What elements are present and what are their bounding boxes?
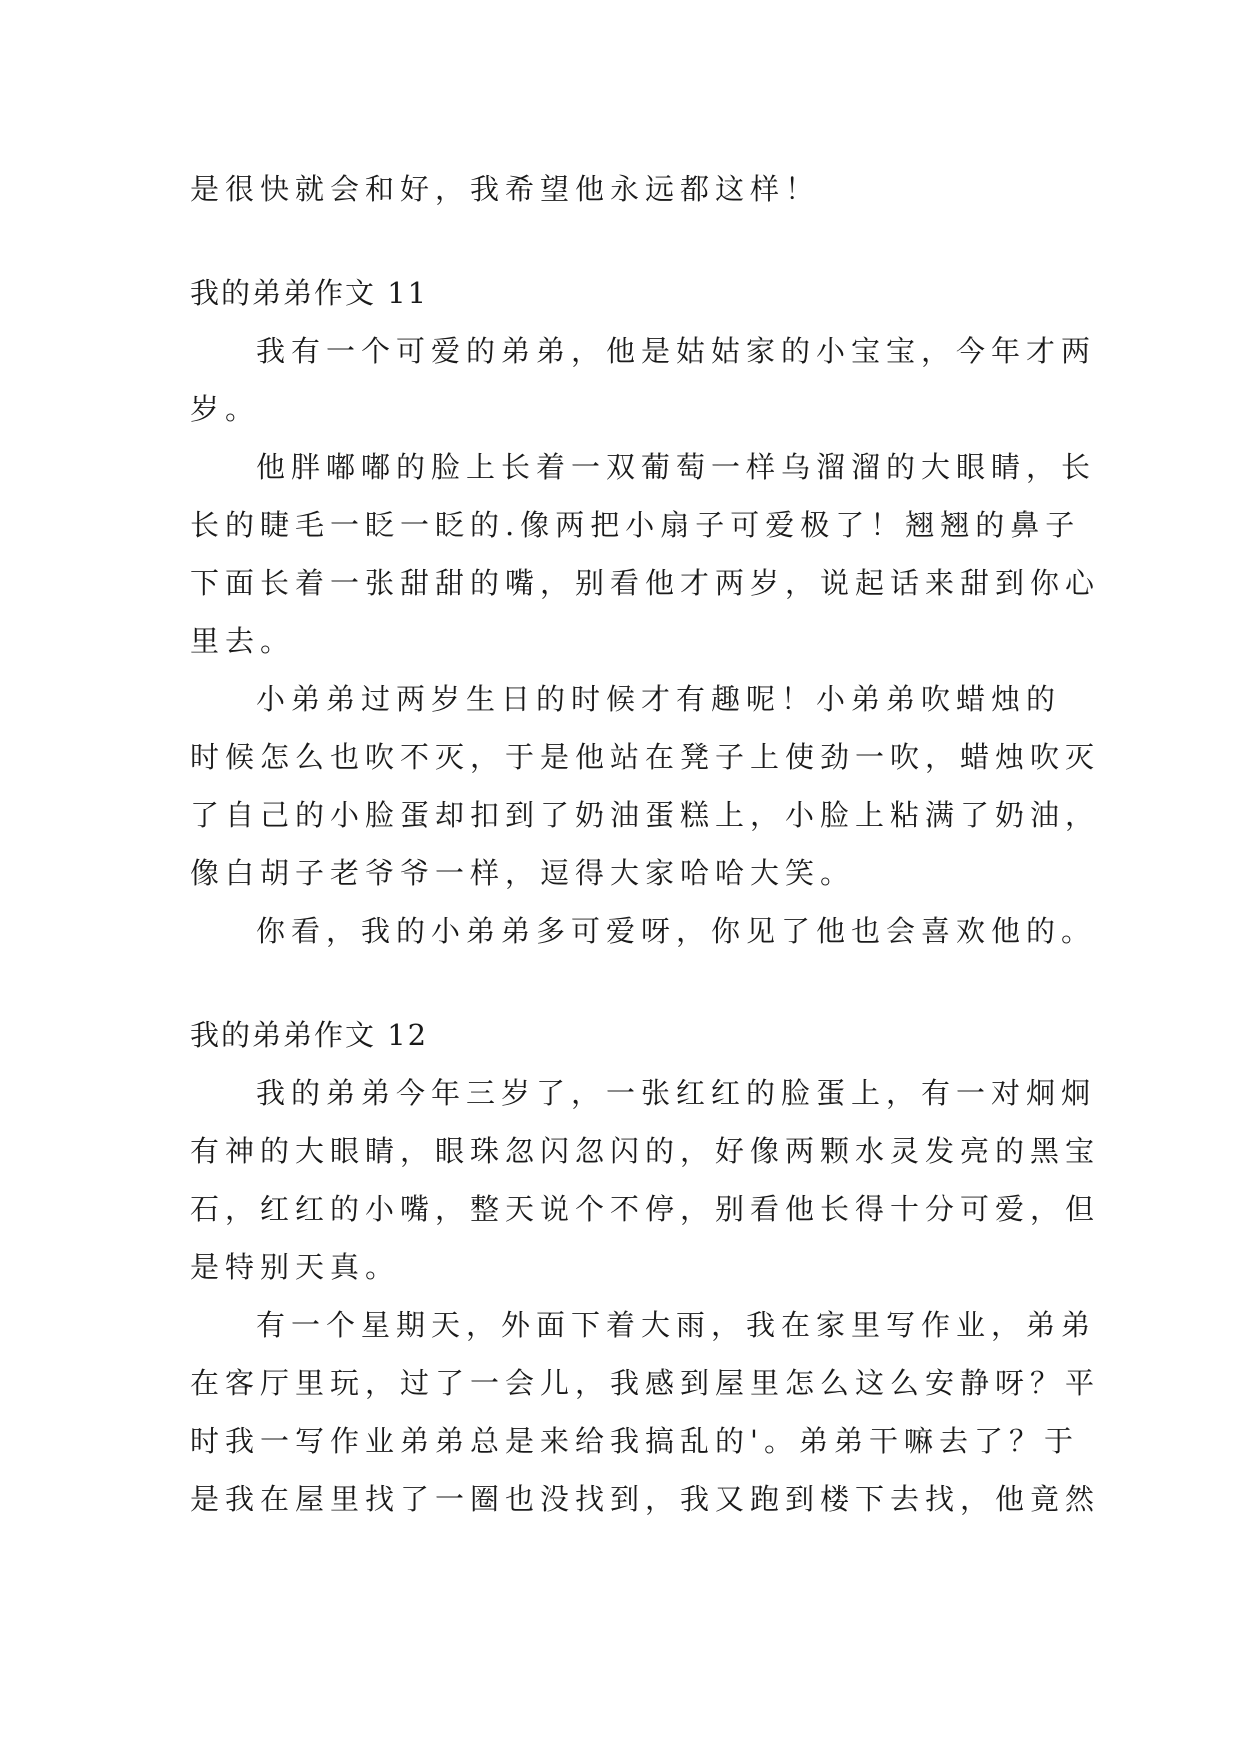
paragraph-line: 长的睫毛一眨一眨的.像两把小扇子可爱极了！翘翘的鼻子	[190, 508, 1081, 542]
paragraph-line: 小弟弟过两岁生日的时候才有趣呢！小弟弟吹蜡烛的	[256, 682, 1062, 716]
paragraph-line: 岁。	[190, 392, 261, 426]
paragraph-line: 你看，我的小弟弟多可爱呀，你见了他也会喜欢他的。	[256, 914, 1097, 948]
paragraph-line: 时候怎么也吹不灭，于是他站在凳子上使劲一吹，蜡烛吹灭	[190, 740, 1101, 774]
paragraph-line: 是我在屋里找了一圈也没找到，我又跑到楼下去找，他竟然	[190, 1482, 1101, 1516]
section-heading: 我的弟弟作文 11	[190, 276, 429, 310]
paragraph-line: 时我一写作业弟弟总是来给我搞乱的'。弟弟干嘛去了？于	[190, 1424, 1079, 1458]
section-gap	[190, 960, 1060, 1006]
paragraph-line: 他胖嘟嘟的脸上长着一双葡萄一样乌溜溜的大眼睛，长	[256, 450, 1097, 484]
section-heading: 我的弟弟作文 12	[190, 1018, 429, 1052]
paragraph-line: 了自己的小脸蛋却扣到了奶油蛋糕上，小脸上粘满了奶油，	[190, 798, 1101, 832]
paragraph-line: 是特别天真。	[190, 1250, 401, 1284]
paragraph-line: 石，红红的小嘴，整天说个不停，别看他长得十分可爱，但	[190, 1192, 1101, 1226]
paragraph-line: 像白胡子老爷爷一样，逗得大家哈哈大笑。	[190, 856, 856, 890]
paragraph-line: 里去。	[190, 624, 296, 658]
paragraph-line: 我有一个可爱的弟弟，他是姑姑家的小宝宝，今年才两	[256, 334, 1097, 368]
intro-line: 是很快就会和好，我希望他永远都这样！	[190, 172, 821, 206]
paragraph-line: 在客厅里玩，过了一会儿，我感到屋里怎么这么安静呀？平	[190, 1366, 1101, 1400]
section-gap	[190, 218, 1060, 264]
paragraph-line: 下面长着一张甜甜的嘴，别看他才两岁，说起话来甜到你心	[190, 566, 1101, 600]
document-body	[190, 160, 1101, 1528]
paragraph-line: 有一个星期天，外面下着大雨，我在家里写作业，弟弟	[256, 1308, 1097, 1342]
paragraph-line: 有神的大眼睛，眼珠忽闪忽闪的，好像两颗水灵发亮的黑宝	[190, 1134, 1101, 1168]
paragraph-line: 我的弟弟今年三岁了，一张红红的脸蛋上，有一对炯炯	[256, 1076, 1097, 1110]
